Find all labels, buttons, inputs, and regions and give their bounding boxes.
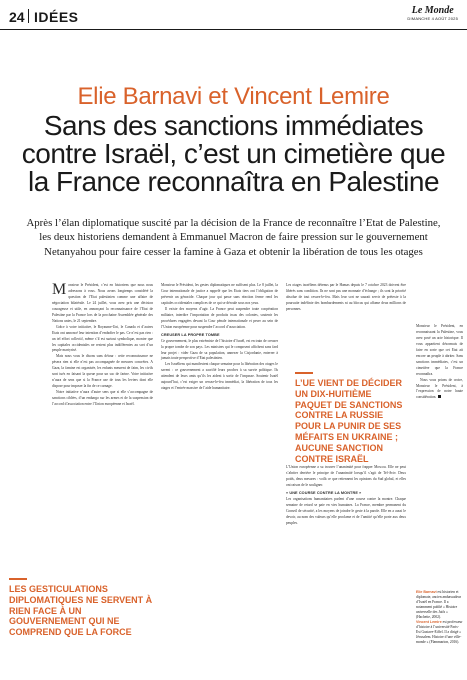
body-paragraph: Ce gouvernement, le plus extrémiste de l’histoire d’Israël, est en train de creuser la propre tombe de son pays. Les ministres qui le composent affichent sans fard leur projet : vider Gaza de sa population, annexer la Cisjordanie, enterrer à jamais toute perspective d’Etat palestinien. [161,338,278,361]
headline-line: contre Israël, c’est un cimetière que [21,138,446,169]
headline-line: Sans des sanctions immédiates [43,110,424,141]
section-title: IDÉES [34,9,79,25]
body-paragraph: L’Union européenne a su trouver l’unanimité pour frapper Moscou. Elle ne peut s’abriter derrière le principe de l’unanimité lorsqu’il s’agit de Tel-Aviv. Deux poids, deux mesures : voilà ce que retiennent les opinions du Sud global, et elles ont raison de le souligner. [286,465,406,487]
issue-date: DIMANCHE 4 AOÛT 2025 [407,16,458,21]
article-authors: Elie Barnavi et Vincent Lemire [77,83,390,110]
article-standfirst: Après l’élan diplomatique suscité par la décision de la France de reconnaître l’Etat de Palestine, les deux historiens demandent à Emmanuel Macron de faire pression sur le gouvernement Netanyahou pour faire cesser la famine à Gaza et obtenir la libération de tous les otages [26,217,441,258]
author-bio: Vincent Lemire est professeur d’histoire à l’université Paris-Est Gustave-Eiffel. Il a dirigé « Jérusalem. Histoire d’une ville-monde » (Flammarion, 2016). [416,620,463,644]
headline-line: la France reconnaîtra en Palestine [27,166,440,197]
author-bio: Elie Barnavi est historien et diplomate, ancien ambassadeur d’Israël en France. Il a notamment publié « Histoire universelle des Juifs » (Hachette, 2002). [416,590,462,619]
body-paragraph: Mais nous vous le disons sans détour : cette reconnaissance ne pèsera rien si elle n’est pas accompagnée de mesures concrètes. A Gaza, la famine est organisée, les enfants meurent de faim, les civils sont tués en faisant la queue pour un sac de farine. Votre initiative n’aura de sens que si la France use de tous les leviers dont elle dispose pour imposer la fin de ce carnage. [52,354,153,389]
article-headline [20,112,447,196]
column-4 [416,324,463,584]
page-header [0,0,467,30]
column-1 [52,283,153,623]
drop-cap: M [52,281,67,298]
body-paragraph: Monsieur le Président, c’est en historiens que nous nous adressons à vous. Nous avons longtemps considéré la question de l’Etat palestinien comme une affaire de négociation bilatérale. Le 24 juillet, vous avez pris une décision courageuse et utile, en annonçant la reconnaissance de l’Etat de Palestine par la France lors de la prochaine Assemblée générale des Nations unies, le 21 septembre. [52,281,153,323]
column-3 [286,283,406,371]
body-paragraph: Nous vous prions de croire, Monsieur le Président, à l’expression de notre haute considération. [416,377,463,400]
header-divider [28,9,29,23]
body-paragraph: Notre initiative n’aura d’autre sens que si elle s’accompagne de sanctions ciblées, d’un embargo sur les armes et de la suspension de l’accord d’association entre l’Union européenne et Israël. [52,390,153,407]
body-paragraph: Grâce à votre initiative, le Royaume-Uni, le Canada et d’autres Etats ont annoncé leur intention d’emboîter le pas. Ce n’est pas rien : un tel effort collectif, même s’il est surtout symbolique, montre que les capitales occidentales ne restent plus indifférentes au sort d’un peuple martyrisé. [52,324,153,353]
masthead-title: Le Monde [411,5,454,16]
intertitle: CREUSER LA PROPRE TOMBE [161,332,220,337]
body-paragraph: Il existe des moyens d’agir. La France peut suspendre toute coopération militaire, interdire l’importation de produits issus des colonies, soutenir les procédures engagées devant la Cour pénale internationale et peser au sein de l’Union européenne pour suspendre l’accord d’association. [161,306,278,329]
body-paragraph: Monsieur le Président, les gestes diplomatiques ne suffisent plus. Le 8 juillet, la Cour internationale de justice a rappelé que les Etats tiers ont l’obligation de prévenir un génocide. Chaque jour qui passe sans réaction ferme rend les capitales occidentales complices de ce qui se déroule sous nos yeux. [161,283,278,305]
column-3-lower [286,465,406,635]
page-number: 24 [9,9,25,25]
pull-quote-bottom: LES GESTICULATIONS DIPLOMATIQUES NE SERVENT À RIEN FACE À UN GOUVERNEMENT QUI NE COMPREND QUE LA FORCE [9,578,159,638]
pull-quote: L’UE VIENT DE DÉCIDER UN DIX-HUITIÈME PAQUET DE SANCTIONS CONTRE LA RUSSIE POUR LA PUNIR DE SES MÉFAITS EN UKRAINE ; AUCUNE SANCTION CONTRE ISRAËL [295,372,405,464]
body-paragraph: Les organisations humanitaires parlent d’une course contre la montre. Chaque semaine de retard se paie en vies humaines. La France, membre permanent du Conseil de sécurité, a les moyens de joindre le geste à la parole. Elle en a aussi le devoir, au nom des valeurs qu’elle proclame et de l’amitié qu’elle porte aux deux peuples. [286,496,406,525]
body-paragraph: Les Israéliens qui manifestent chaque semaine pour la libération des otages le savent : ce gouvernement a sacrifié leurs proches à sa survie politique. Ils attendent de leurs amis qu’ils les aident à sortir de l’impasse. Soutenir Israël aujourd’hui, c’est exiger un cessez-le-feu immédiat, la libération de tous les otages et l’entrée massive de l’aide humanitaire. [161,362,278,391]
body-paragraph: Monsieur le Président, en reconnaissant la Palestine, vous avez posé un acte historique. Il vous appartient désormais de faire en sorte que cet Etat ait encore un peuple à abriter. Sans sanctions immédiates, c’est un cimetière que la France reconnaîtra. [416,324,463,376]
intertitle: « UNE COURSE CONTRE LA MONTRE » [286,490,362,495]
body-paragraph: Les otages israéliens détenus par le Hamas depuis le 7 octobre 2023 doivent être libérés sans condition. Ils ne sont pas une monnaie d’échange ; ils sont la priorité absolue de tout cessez-le-feu. Mais leur sort ne saurait servir de prétexte à la poursuite indéfinie des bombardements ni au blocus qui affame deux millions de personnes. [286,283,406,311]
masthead-logo [407,5,458,21]
end-mark-icon [438,395,441,398]
author-bios [416,590,463,645]
column-2 [161,283,278,673]
